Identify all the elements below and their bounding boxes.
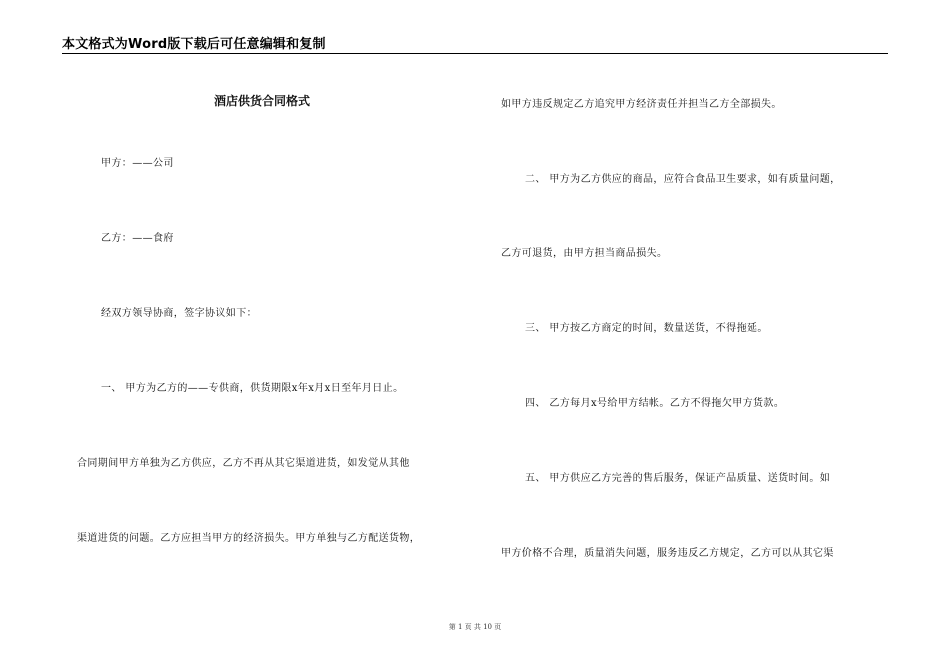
clause-1-line-1: 一、 甲方为乙方的——专供商，供货期限x年x月x日至年月日止。 — [101, 383, 404, 394]
party-b-line: 乙方：——食府 — [101, 233, 174, 244]
document-title: 酒店供货合同格式 — [213, 94, 310, 108]
clause-1-line-2: 合同期间甲方单独为乙方供应，乙方不再从其它渠道进货，如发觉从其他 — [77, 458, 410, 469]
clause-4-line: 四、 乙方每月x号给甲方结帐。乙方不得拖欠甲方货款。 — [525, 398, 785, 409]
clause-5-line-2: 甲方价格不合理，质量消失问题，服务违反乙方规定，乙方可以从其它渠 — [501, 548, 834, 559]
party-a-line: 甲方：——公司 — [101, 158, 174, 169]
document-header: 本文格式为Word版下载后可任意编辑和复制 — [62, 37, 326, 52]
clause-5-line-1: 五、 甲方供应乙方完善的售后服务，保证产品质量、送货时间。如 — [525, 473, 831, 484]
clause-2-line-1: 二、 甲方为乙方供应的商品，应符合食品卫生要求，如有质量问题， — [525, 174, 841, 185]
header-divider — [62, 53, 888, 54]
clause-2-line-2: 乙方可退货，由甲方担当商品损失。 — [501, 248, 668, 259]
agreement-intro: 经双方领导协商，签字协议如下： — [101, 308, 257, 319]
clause-3-line: 三、 甲方按乙方商定的时间，数量送货，不得拖延。 — [525, 323, 768, 334]
clause-1-line-4: 如甲方违反规定乙方追究甲方经济责任并担当乙方全部损失。 — [501, 99, 782, 110]
clause-1-line-3: 渠道进货的问题。乙方应担当甲方的经济损失。甲方单独与乙方配送货物， — [77, 533, 421, 544]
page-number: 第 1 页 共 10 页 — [448, 623, 502, 631]
